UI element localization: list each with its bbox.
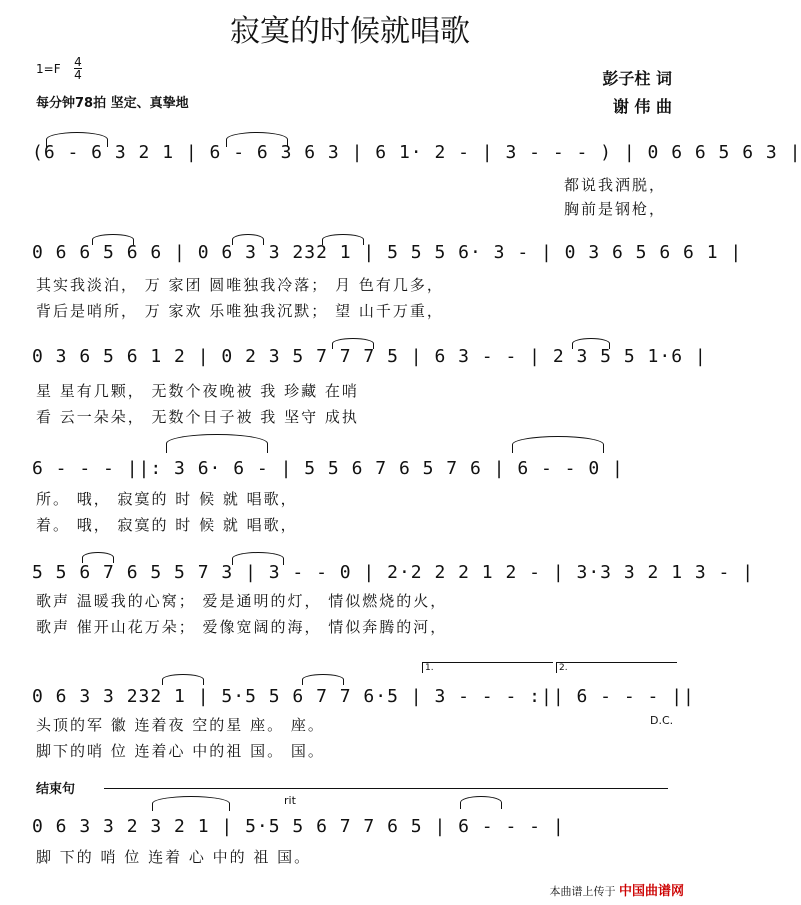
lyrics-row-6-verse-2: 脚下的哨 位 连着心 中的祖 国。 国。 bbox=[36, 742, 325, 760]
score-row-4 bbox=[32, 448, 672, 490]
score-row-5 bbox=[32, 552, 755, 594]
lyrics-row-2-verse-2: 背后是哨所， 万 家欢 乐唯独我沉默； 望 山千万重， bbox=[36, 302, 444, 320]
lyrics-row-ending: 脚 下的 哨 位 连着 心 中的 祖 国。 bbox=[36, 848, 312, 866]
time-sig-top: 4 bbox=[74, 55, 82, 69]
notes-row-4: 6 - - - ||: 3 6· 6 - | 5 5 6 7 6 5 7 6 | 6 - - 0 | bbox=[32, 458, 624, 479]
score-row-3 bbox=[32, 336, 707, 378]
notes-row-ending: 0 6 3 3 2 3 2 1 | 5·5 5 6 7 7 6 5 | 6 - - - | bbox=[32, 816, 565, 837]
time-signature bbox=[74, 56, 82, 81]
lyrics-row-1-verse-2: 胸前是钢枪， bbox=[563, 200, 666, 218]
notes-row-1: (6 - 6 3 2 1 | 6 - 6 3 6 3 | 6 1· 2 - | 3 - - - ) | 0 6 6 5 6 3 | bbox=[32, 142, 801, 163]
score-row-6 bbox=[32, 676, 695, 718]
footer-prefix: 本曲谱上传于 bbox=[549, 885, 616, 898]
rit-marking: rit bbox=[284, 794, 296, 807]
notes-row-5: 5 5 6 7 6 5 5 7 3 | 3 - - 0 | 2·2 2 2 1 2 - | 3·3 3 2 1 3 - | bbox=[32, 562, 755, 583]
notes-row-3: 0 3 6 5 6 1 2 | 0 2 3 5 7 7 7 5 | 6 3 - - | 2 3 5 5 1·6 | bbox=[32, 346, 707, 367]
lyrics-row-5-verse-1: 歌声 温暖我的心窝； 爱是通明的灯， 情似燃烧的火， bbox=[36, 592, 448, 610]
lyrics-row-4-verse-1: 所。 哦， 寂寞的 时 候 就 唱歌， bbox=[36, 490, 298, 508]
ending-label: 结束句 bbox=[36, 782, 76, 797]
song-title: 寂寞的时候就唱歌 bbox=[230, 14, 470, 49]
lyrics-row-1-verse-1: 都说我洒脱， bbox=[563, 176, 666, 194]
score-row-ending bbox=[32, 806, 672, 848]
tempo-marking: 每分钟78拍 坚定、真挚地 bbox=[36, 96, 189, 111]
lyricist-credit: 彭子柱 词 bbox=[602, 69, 672, 88]
score-row-2 bbox=[32, 232, 743, 274]
key-signature: 1=F bbox=[36, 62, 61, 76]
footer-site-name[interactable]: 中国曲谱网 bbox=[618, 884, 684, 899]
lyrics-row-3-verse-1: 星 星有几颗， 无数个夜晚被 我 珍藏 在哨 bbox=[36, 382, 359, 400]
lyrics-row-2-verse-1: 其实我淡泊， 万 家团 圆唯独我冷落； 月 色有几多， bbox=[36, 276, 444, 294]
lyrics-row-3-verse-2: 看 云一朵朵， 无数个日子被 我 坚守 成执 bbox=[36, 408, 359, 426]
lyrics-row-5-verse-2: 歌声 催开山花万朵； 爱像宽阔的海， 情似奔腾的河， bbox=[36, 618, 448, 636]
footer-credit[interactable] bbox=[549, 880, 684, 899]
notes-row-6: 0 6 3 3 232 1 | 5·5 5 6 7 7 6·5 | 3 - - - :|| 6 - - - || bbox=[32, 686, 695, 707]
lyrics-row-6-verse-1: 头顶的军 徽 连着夜 空的星 座。 座。 bbox=[36, 716, 325, 734]
time-sig-bottom: 4 bbox=[74, 68, 82, 82]
dc-marking: D.C. bbox=[650, 714, 674, 727]
ending-bracket-line bbox=[104, 788, 668, 789]
notes-row-2: 0 6 6 5 6 6 | 0 6 3 3 232 1 | 5 5 5 6· 3 - | 0 3 6 5 6 6 1 | bbox=[32, 242, 743, 263]
lyrics-row-4-verse-2: 着。 哦， 寂寞的 时 候 就 唱歌， bbox=[36, 516, 298, 534]
composer-credit: 谢 伟 曲 bbox=[612, 97, 672, 116]
score-row-1 bbox=[32, 132, 801, 174]
